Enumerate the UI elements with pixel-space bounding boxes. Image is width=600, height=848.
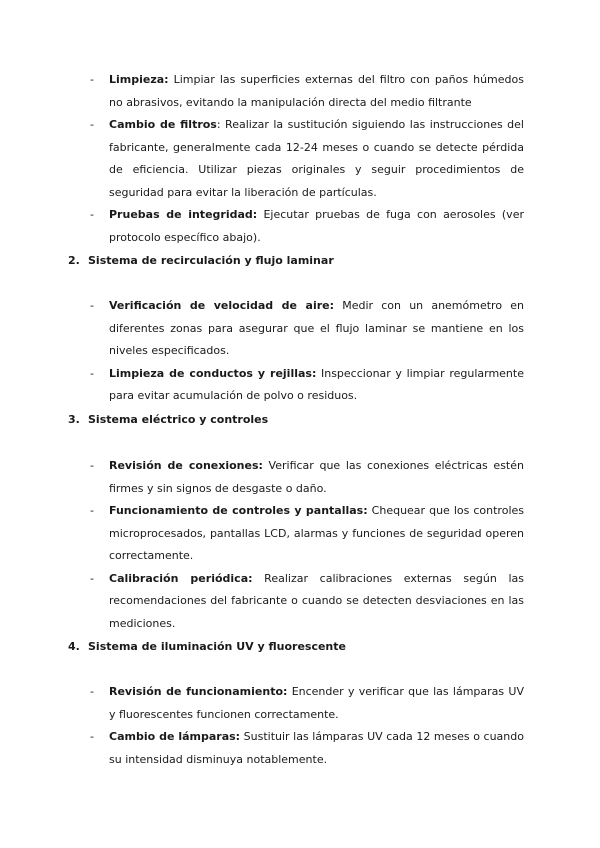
section-heading	[68, 250, 334, 272]
item-term: Limpieza de conductos y rejillas:	[109, 366, 317, 380]
item-term: Revisión de funcionamiento:	[109, 685, 288, 698]
section-number: 2.	[68, 254, 80, 267]
item-text: Realizar calibraciones externas según las recomendaciones del fabricante o cuando se detecten desviaciones en las mediciones.	[109, 571, 524, 630]
item-term: Revisión de conexiones:	[109, 459, 263, 472]
list-item	[90, 204, 524, 249]
item-term: Limpieza:	[109, 73, 169, 86]
recirculation-list	[90, 295, 524, 408]
section-title: Sistema de iluminación UV y fluorescente	[88, 640, 346, 653]
item-term: Calibración periódica:	[109, 571, 253, 585]
list-item	[90, 363, 524, 408]
section-heading	[68, 409, 268, 431]
bullet-dash: -	[90, 459, 94, 472]
section-number: 3.	[68, 413, 80, 426]
section-heading	[68, 636, 346, 658]
item-term: Cambio de lámparas:	[109, 730, 241, 743]
bullet-dash: -	[90, 366, 94, 380]
bullet-dash: -	[90, 730, 94, 743]
item-text: : Realizar la sustitución siguiendo las instrucciones del fabricante, generalmente cada 12-24 meses o cuando se detecte pérdida de eficiencia. Utilizar piezas originales y seguir procedimientos de seguridad para evitar la liberación de partículas.	[109, 118, 524, 199]
item-text: Chequear que los controles microprocesados, pantallas LCD, alarmas y funciones de seguridad operen correctamente.	[109, 504, 524, 562]
list-item	[90, 295, 524, 363]
item-text: Encender y verificar que las lámparas UV y fluorescentes funcionen correctamente.	[109, 685, 524, 721]
bullet-dash: -	[90, 118, 94, 131]
bullet-dash: -	[90, 685, 94, 698]
bullet-dash: -	[90, 299, 94, 312]
item-text: Sustituir las lámparas UV cada 12 meses o cuando su intensidad disminuya notablemente.	[109, 730, 524, 766]
item-term: Verificación de velocidad de aire:	[109, 299, 335, 312]
item-text: Limpiar las superficies externas del filtro con paños húmedos no abrasivos, evitando la manipulación directa del medio filtrante	[109, 73, 524, 109]
section-title: Sistema de recirculación y flujo laminar	[88, 254, 334, 267]
bullet-dash: -	[90, 208, 94, 221]
electrical-list	[90, 455, 524, 635]
item-text: Ejecutar pruebas de fuga con aerosoles (ver protocolo específico abajo).	[109, 208, 524, 244]
list-item	[90, 69, 524, 114]
list-item	[90, 500, 524, 568]
list-item	[90, 455, 524, 500]
item-term: Funcionamiento de controles y pantallas:	[109, 504, 368, 517]
item-text: Inspeccionar y limpiar regularmente para evitar acumulación de polvo o residuos.	[109, 366, 524, 402]
item-term: Pruebas de integridad:	[109, 208, 258, 221]
uv-lighting-list	[90, 681, 524, 771]
section-title: Sistema eléctrico y controles	[88, 413, 269, 426]
list-item	[90, 114, 524, 204]
item-text: Medir con un anemómetro en diferentes zonas para asegurar que el flujo laminar se mantiene en los niveles especificados.	[109, 299, 524, 357]
filter-maintenance-list	[90, 69, 524, 249]
list-item	[90, 726, 524, 771]
list-item	[90, 681, 524, 726]
bullet-dash: -	[90, 73, 94, 86]
item-term: Cambio de filtros	[109, 118, 217, 131]
bullet-dash: -	[90, 504, 94, 517]
item-text: Verificar que las conexiones eléctricas estén firmes y sin signos de desgaste o daño.	[109, 459, 524, 495]
bullet-dash: -	[90, 571, 94, 585]
section-number: 4.	[68, 640, 80, 653]
list-item	[90, 568, 524, 636]
